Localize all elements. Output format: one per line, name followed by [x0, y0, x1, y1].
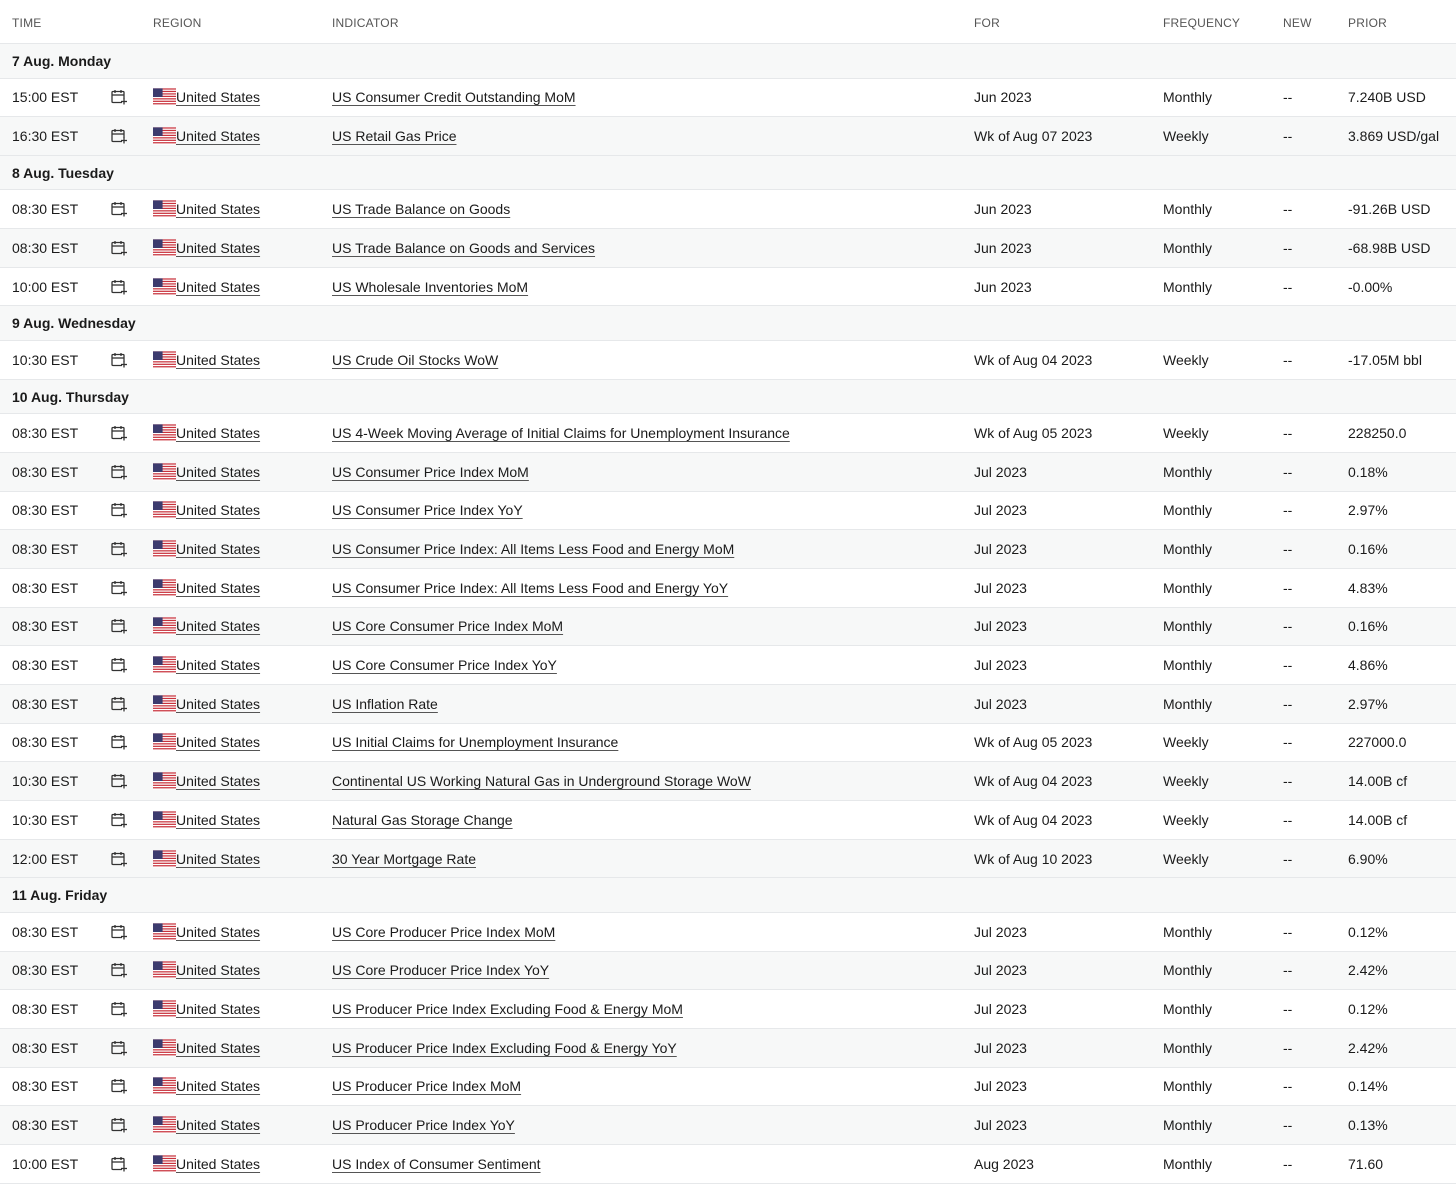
calendar-add-icon — [111, 657, 128, 673]
event-frequency: Weekly — [1163, 734, 1209, 751]
prior-value: 228250.0 — [1348, 424, 1407, 441]
new-value: -- — [1283, 811, 1293, 828]
indicator-link[interactable]: US Consumer Price Index YoY — [332, 502, 523, 519]
new-value: -- — [1283, 850, 1293, 867]
calendar-add-icon — [111, 580, 128, 596]
calendar-add-icon — [111, 734, 128, 750]
prior-value: 0.14% — [1348, 1078, 1388, 1095]
event-time: 10:30 EST — [12, 811, 79, 828]
prior-value: 71.60 — [1348, 1155, 1384, 1172]
event-period: Jul 2023 — [974, 695, 1027, 712]
event-frequency: Monthly — [1163, 278, 1213, 295]
indicator-link[interactable]: US Producer Price Index Excluding Food & Energy YoY — [332, 1039, 677, 1056]
table-row — [0, 840, 1456, 879]
new-value: -- — [1283, 1117, 1293, 1134]
event-frequency: Monthly — [1163, 962, 1213, 979]
prior-value: 0.16% — [1348, 541, 1388, 558]
prior-value: 2.42% — [1348, 962, 1388, 979]
table-row — [0, 608, 1456, 647]
region-link[interactable]: United States — [176, 811, 261, 828]
table-row — [0, 1029, 1456, 1068]
region-link[interactable]: United States — [176, 1117, 261, 1134]
us-flag-icon — [141, 127, 176, 145]
add-to-calendar-button[interactable] — [99, 541, 141, 557]
region-link[interactable]: United States — [176, 657, 261, 674]
new-value: -- — [1283, 695, 1293, 712]
us-flag-icon — [141, 463, 176, 481]
table-row — [0, 190, 1456, 229]
add-to-calendar-button[interactable] — [99, 618, 141, 634]
table-row — [0, 341, 1456, 380]
region-link[interactable]: United States — [176, 850, 261, 867]
add-to-calendar-button[interactable] — [99, 1078, 141, 1094]
new-value: -- — [1283, 424, 1293, 441]
event-time: 08:30 EST — [12, 734, 79, 751]
day-header: 11 Aug. Friday — [0, 878, 1456, 913]
region-link[interactable]: United States — [176, 923, 261, 940]
event-frequency: Monthly — [1163, 89, 1213, 106]
prior-value: 4.86% — [1348, 657, 1388, 674]
calendar-add-icon — [111, 89, 128, 105]
calendar-add-icon — [111, 1078, 128, 1094]
us-flag-icon — [141, 1039, 176, 1057]
table-row — [0, 492, 1456, 531]
new-value: -- — [1283, 1039, 1293, 1056]
add-to-calendar-button[interactable] — [99, 128, 141, 144]
table-row — [0, 1068, 1456, 1107]
us-flag-icon — [141, 579, 176, 597]
us-flag-icon — [141, 424, 176, 442]
table-row — [0, 762, 1456, 801]
prior-value: 14.00B cf — [1348, 811, 1408, 828]
add-to-calendar-button[interactable] — [99, 240, 141, 256]
new-value: -- — [1283, 1001, 1293, 1018]
event-time: 08:30 EST — [12, 923, 79, 940]
event-period: Jul 2023 — [974, 923, 1027, 940]
us-flag-icon — [141, 351, 176, 369]
add-to-calendar-button[interactable] — [99, 851, 141, 867]
indicator-link[interactable]: US Consumer Credit Outstanding MoM — [332, 89, 576, 106]
table-row — [0, 990, 1456, 1029]
new-value: -- — [1283, 734, 1293, 751]
event-time: 08:30 EST — [12, 657, 79, 674]
table-row — [0, 414, 1456, 453]
us-flag-icon — [141, 540, 176, 558]
us-flag-icon — [141, 850, 176, 868]
event-frequency: Monthly — [1163, 579, 1213, 596]
new-value: -- — [1283, 618, 1293, 635]
new-value: -- — [1283, 278, 1293, 295]
event-period: Wk of Aug 07 2023 — [974, 128, 1093, 145]
us-flag-icon — [141, 239, 176, 257]
event-time: 12:00 EST — [12, 850, 79, 867]
event-frequency: Monthly — [1163, 695, 1213, 712]
region-link[interactable]: United States — [176, 351, 261, 368]
event-time: 08:30 EST — [12, 502, 79, 519]
prior-value: 0.13% — [1348, 1117, 1388, 1134]
event-frequency: Weekly — [1163, 811, 1209, 828]
event-time: 16:30 EST — [12, 128, 79, 145]
header-frequency: FREQUENCY — [1163, 15, 1241, 30]
add-to-calendar-button[interactable] — [99, 464, 141, 480]
event-time: 10:00 EST — [12, 278, 79, 295]
table-row — [0, 646, 1456, 685]
add-to-calendar-button[interactable] — [99, 962, 141, 978]
indicator-link[interactable]: US Wholesale Inventories MoM — [332, 278, 529, 295]
prior-value: 14.00B cf — [1348, 773, 1408, 790]
calendar-add-icon — [111, 1117, 128, 1133]
region-link[interactable]: United States — [176, 541, 261, 558]
region-link[interactable]: United States — [176, 89, 261, 106]
us-flag-icon — [141, 811, 176, 829]
calendar-add-icon — [111, 502, 128, 518]
event-period: Jul 2023 — [974, 1001, 1027, 1018]
event-frequency: Monthly — [1163, 657, 1213, 674]
prior-value: 0.16% — [1348, 618, 1388, 635]
table-row — [0, 530, 1456, 569]
region-link[interactable]: United States — [176, 424, 261, 441]
event-time: 08:30 EST — [12, 541, 79, 558]
indicator-link[interactable]: US Producer Price Index MoM — [332, 1078, 522, 1095]
event-frequency: Monthly — [1163, 541, 1213, 558]
add-to-calendar-button[interactable] — [99, 201, 141, 217]
calendar-add-icon — [111, 696, 128, 712]
prior-value: 0.18% — [1348, 463, 1388, 480]
table-row — [0, 801, 1456, 840]
region-link[interactable]: United States — [176, 1039, 261, 1056]
event-period: Jul 2023 — [974, 962, 1027, 979]
table-row — [0, 117, 1456, 156]
add-to-calendar-button[interactable] — [99, 1156, 141, 1172]
calendar-add-icon — [111, 851, 128, 867]
event-frequency: Monthly — [1163, 1039, 1213, 1056]
event-time: 10:30 EST — [12, 351, 79, 368]
us-flag-icon — [141, 961, 176, 979]
event-frequency: Weekly — [1163, 128, 1209, 145]
table-row — [0, 79, 1456, 118]
indicator-link[interactable]: US Retail Gas Price — [332, 128, 457, 145]
event-period: Jul 2023 — [974, 1039, 1027, 1056]
event-time: 15:00 EST — [12, 89, 79, 106]
new-value: -- — [1283, 89, 1293, 106]
calendar-add-icon — [111, 773, 128, 789]
table-row — [0, 268, 1456, 307]
event-time: 08:30 EST — [12, 579, 79, 596]
event-frequency: Monthly — [1163, 1117, 1213, 1134]
indicator-link[interactable]: US Initial Claims for Unemployment Insurance — [332, 734, 619, 751]
us-flag-icon — [141, 1000, 176, 1018]
event-time: 08:30 EST — [12, 1078, 79, 1095]
new-value: -- — [1283, 502, 1293, 519]
calendar-add-icon — [111, 962, 128, 978]
table-row — [0, 569, 1456, 608]
calendar-add-icon — [111, 618, 128, 634]
add-to-calendar-button[interactable] — [99, 696, 141, 712]
event-period: Wk of Aug 04 2023 — [974, 351, 1093, 368]
indicator-link[interactable]: US Consumer Price Index: All Items Less Food and Energy YoY — [332, 579, 729, 596]
add-to-calendar-button[interactable] — [99, 425, 141, 441]
event-time: 08:30 EST — [12, 962, 79, 979]
prior-value: 2.97% — [1348, 695, 1388, 712]
us-flag-icon — [141, 772, 176, 790]
indicator-link[interactable]: US Producer Price Index YoY — [332, 1117, 515, 1134]
new-value: -- — [1283, 351, 1293, 368]
event-period: Jun 2023 — [974, 239, 1032, 256]
event-period: Jun 2023 — [974, 89, 1032, 106]
add-to-calendar-button[interactable] — [99, 1040, 141, 1056]
prior-value: 0.12% — [1348, 1001, 1388, 1018]
region-link[interactable]: United States — [176, 278, 261, 295]
indicator-link[interactable]: Natural Gas Storage Change — [332, 811, 513, 828]
event-time: 08:30 EST — [12, 424, 79, 441]
event-frequency: Weekly — [1163, 773, 1209, 790]
region-link[interactable]: United States — [176, 502, 261, 519]
calendar-add-icon — [111, 812, 128, 828]
event-period: Wk of Aug 04 2023 — [974, 811, 1093, 828]
prior-value: 4.83% — [1348, 579, 1388, 596]
region-link[interactable]: United States — [176, 773, 261, 790]
region-link[interactable]: United States — [176, 1155, 261, 1172]
header-new: NEW — [1283, 15, 1312, 30]
prior-value: 2.97% — [1348, 502, 1388, 519]
event-period: Wk of Aug 05 2023 — [974, 734, 1093, 751]
indicator-link[interactable]: 30 Year Mortgage Rate — [332, 850, 476, 867]
us-flag-icon — [141, 617, 176, 635]
indicator-link[interactable]: US Inflation Rate — [332, 695, 438, 712]
prior-value: 0.12% — [1348, 923, 1388, 940]
event-period: Wk of Aug 05 2023 — [974, 424, 1093, 441]
us-flag-icon — [141, 923, 176, 941]
add-to-calendar-button[interactable] — [99, 734, 141, 750]
add-to-calendar-button[interactable] — [99, 924, 141, 940]
new-value: -- — [1283, 128, 1293, 145]
add-to-calendar-button[interactable] — [99, 1117, 141, 1133]
calendar-add-icon — [111, 1001, 128, 1017]
table-body — [0, 44, 1456, 1184]
calendar-add-icon — [111, 924, 128, 940]
region-link[interactable]: United States — [176, 239, 261, 256]
event-frequency: Weekly — [1163, 850, 1209, 867]
event-frequency: Weekly — [1163, 424, 1209, 441]
day-header: 8 Aug. Tuesday — [0, 156, 1456, 191]
event-frequency: Monthly — [1163, 1001, 1213, 1018]
event-time: 08:30 EST — [12, 239, 79, 256]
event-time: 10:30 EST — [12, 773, 79, 790]
table-row — [0, 453, 1456, 492]
prior-value: -68.98B USD — [1348, 239, 1431, 256]
event-time: 08:30 EST — [12, 618, 79, 635]
add-to-calendar-button[interactable] — [99, 279, 141, 295]
header-region: REGION — [153, 15, 202, 30]
day-header: 10 Aug. Thursday — [0, 380, 1456, 415]
new-value: -- — [1283, 1155, 1293, 1172]
region-link[interactable]: United States — [176, 962, 261, 979]
prior-value: -0.00% — [1348, 278, 1393, 295]
indicator-link[interactable]: Continental US Working Natural Gas in Underground Storage WoW — [332, 773, 751, 790]
event-period: Jul 2023 — [974, 502, 1027, 519]
table-row — [0, 913, 1456, 952]
event-frequency: Monthly — [1163, 502, 1213, 519]
region-link[interactable]: United States — [176, 618, 261, 635]
add-to-calendar-button[interactable] — [99, 580, 141, 596]
indicator-link[interactable]: US Trade Balance on Goods — [332, 201, 511, 218]
new-value: -- — [1283, 962, 1293, 979]
event-time: 08:30 EST — [12, 1001, 79, 1018]
add-to-calendar-button[interactable] — [99, 812, 141, 828]
table-row — [0, 724, 1456, 763]
event-frequency: Monthly — [1163, 1078, 1213, 1095]
day-header: 9 Aug. Wednesday — [0, 306, 1456, 341]
us-flag-icon — [141, 1116, 176, 1134]
calendar-add-icon — [111, 201, 128, 217]
table-row — [0, 685, 1456, 724]
prior-value: 3.869 USD/gal — [1348, 128, 1440, 145]
new-value: -- — [1283, 657, 1293, 674]
add-to-calendar-button[interactable] — [99, 352, 141, 368]
calendar-add-icon — [111, 1040, 128, 1056]
event-period: Jul 2023 — [974, 541, 1027, 558]
event-period: Jun 2023 — [974, 278, 1032, 295]
event-time: 08:30 EST — [12, 1039, 79, 1056]
region-link[interactable]: United States — [176, 734, 261, 751]
new-value: -- — [1283, 201, 1293, 218]
us-flag-icon — [141, 695, 176, 713]
event-time: 08:30 EST — [12, 695, 79, 712]
table-row — [0, 952, 1456, 991]
calendar-add-icon — [111, 1156, 128, 1172]
indicator-link[interactable]: US Trade Balance on Goods and Services — [332, 239, 596, 256]
prior-value: 7.240B USD — [1348, 89, 1426, 106]
us-flag-icon — [141, 1077, 176, 1095]
prior-value: 6.90% — [1348, 850, 1388, 867]
event-frequency: Monthly — [1163, 923, 1213, 940]
region-link[interactable]: United States — [176, 695, 261, 712]
calendar-add-icon — [111, 128, 128, 144]
us-flag-icon — [141, 278, 176, 296]
us-flag-icon — [141, 1155, 176, 1173]
event-period: Jul 2023 — [974, 657, 1027, 674]
event-frequency: Monthly — [1163, 463, 1213, 480]
indicator-link[interactable]: US Core Consumer Price Index YoY — [332, 657, 557, 674]
new-value: -- — [1283, 541, 1293, 558]
add-to-calendar-button[interactable] — [99, 657, 141, 673]
event-period: Jul 2023 — [974, 1078, 1027, 1095]
indicator-link[interactable]: US Consumer Price Index MoM — [332, 463, 529, 480]
add-to-calendar-button[interactable] — [99, 89, 141, 105]
prior-value: -91.26B USD — [1348, 201, 1431, 218]
us-flag-icon — [141, 656, 176, 674]
table-row — [0, 1106, 1456, 1145]
calendar-add-icon — [111, 352, 128, 368]
event-frequency: Weekly — [1163, 351, 1209, 368]
event-frequency: Monthly — [1163, 618, 1213, 635]
new-value: -- — [1283, 579, 1293, 596]
region-link[interactable]: United States — [176, 1001, 261, 1018]
event-period: Jul 2023 — [974, 1117, 1027, 1134]
add-to-calendar-button[interactable] — [99, 773, 141, 789]
indicator-link[interactable]: US Core Consumer Price Index MoM — [332, 618, 564, 635]
region-link[interactable]: United States — [176, 579, 261, 596]
new-value: -- — [1283, 463, 1293, 480]
new-value: -- — [1283, 923, 1293, 940]
calendar-add-icon — [111, 541, 128, 557]
event-period: Aug 2023 — [974, 1155, 1034, 1172]
event-time: 10:00 EST — [12, 1155, 79, 1172]
us-flag-icon — [141, 88, 176, 106]
day-header: 7 Aug. Monday — [0, 44, 1456, 79]
region-link[interactable]: United States — [176, 128, 261, 145]
event-period: Wk of Aug 10 2023 — [974, 850, 1093, 867]
event-period: Jul 2023 — [974, 618, 1027, 635]
indicator-link[interactable]: US Consumer Price Index: All Items Less Food and Energy MoM — [332, 541, 735, 558]
event-time: 08:30 EST — [12, 1117, 79, 1134]
calendar-add-icon — [111, 464, 128, 480]
indicator-link[interactable]: US Index of Consumer Sentiment — [332, 1155, 541, 1172]
region-link[interactable]: United States — [176, 463, 261, 480]
event-period: Jul 2023 — [974, 463, 1027, 480]
event-time: 08:30 EST — [12, 463, 79, 480]
calendar-add-icon — [111, 240, 128, 256]
us-flag-icon — [141, 501, 176, 519]
event-period: Jul 2023 — [974, 579, 1027, 596]
indicator-link[interactable]: US 4-Week Moving Average of Initial Claims for Unemployment Insurance — [332, 424, 790, 441]
header-for: FOR — [974, 15, 1000, 30]
new-value: -- — [1283, 239, 1293, 256]
add-to-calendar-button[interactable] — [99, 502, 141, 518]
region-link[interactable]: United States — [176, 1078, 261, 1095]
event-time: 08:30 EST — [12, 201, 79, 218]
region-link[interactable]: United States — [176, 201, 261, 218]
table-row — [0, 229, 1456, 268]
header-indicator: INDICATOR — [332, 15, 399, 30]
indicator-link[interactable]: US Crude Oil Stocks WoW — [332, 351, 499, 368]
event-frequency: Monthly — [1163, 201, 1213, 218]
event-frequency: Monthly — [1163, 1155, 1213, 1172]
header-time: TIME — [12, 15, 42, 30]
us-flag-icon — [141, 733, 176, 751]
add-to-calendar-button[interactable] — [99, 1001, 141, 1017]
event-period: Wk of Aug 04 2023 — [974, 773, 1093, 790]
new-value: -- — [1283, 1078, 1293, 1095]
prior-value: 227000.0 — [1348, 734, 1407, 751]
event-frequency: Monthly — [1163, 239, 1213, 256]
prior-value: 2.42% — [1348, 1039, 1388, 1056]
header-prior: PRIOR — [1348, 15, 1388, 30]
indicator-link[interactable]: US Core Producer Price Index MoM — [332, 923, 556, 940]
table-header — [0, 0, 1456, 44]
calendar-add-icon — [111, 279, 128, 295]
new-value: -- — [1283, 773, 1293, 790]
us-flag-icon — [141, 200, 176, 218]
indicator-link[interactable]: US Producer Price Index Excluding Food & Energy MoM — [332, 1001, 683, 1018]
indicator-link[interactable]: US Core Producer Price Index YoY — [332, 962, 550, 979]
event-period: Jun 2023 — [974, 201, 1032, 218]
prior-value: -17.05M bbl — [1348, 351, 1422, 368]
calendar-add-icon — [111, 425, 128, 441]
